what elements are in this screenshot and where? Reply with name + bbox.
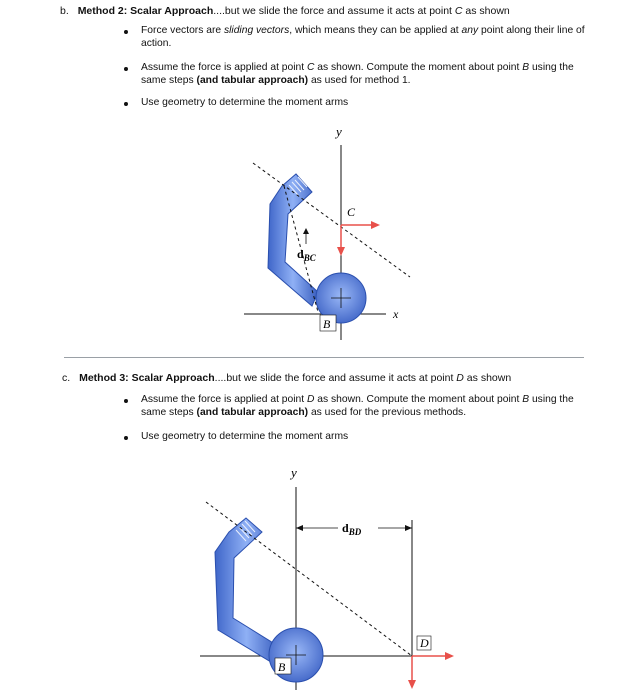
- moment-arm-label-dBC: $d_{BC}$: [297, 247, 316, 263]
- section-c-bullet-1: Assume the force is applied at point D as shown. Compute the moment about point B using the same steps (and tabular approach) as used for the previous methods.: [141, 394, 574, 418]
- section-b-letter: b.: [60, 5, 69, 17]
- force-arrows-D: [408, 652, 454, 689]
- section-c-title: Method 3: Scalar Approach: [79, 372, 215, 384]
- axis-label-y: y: [336, 124, 342, 139]
- section-b-desc: ....but we slide the force and assume it acts at point: [213, 5, 455, 17]
- axis-label-x: x: [393, 307, 399, 321]
- point-label-B-2: B: [278, 660, 286, 674]
- section-c-desc: ....but we slide the force and assume it acts at point: [214, 372, 457, 384]
- section-c-desc-end: as shown: [463, 372, 512, 384]
- section-b-title: Method 2: Scalar Approach: [77, 5, 214, 17]
- section-b-bullet-3: Use geometry to determine the moment arms: [141, 97, 349, 108]
- point-label-B: B: [323, 317, 331, 331]
- wrench-shape-2: [215, 518, 323, 682]
- point-label-D: D: [420, 636, 429, 650]
- moment-arm-label-dBD: $d_{BD}$: [342, 521, 362, 537]
- section-b-point: C: [454, 5, 463, 17]
- axis-label-y-2: y: [291, 465, 297, 480]
- section-c-point: D: [456, 372, 464, 384]
- section-b-bullet-1: Force vectors are sliding vectors, which means they can be applied at any point along their line of action.: [141, 25, 585, 49]
- section-c-bullet-2: Use geometry to determine the moment arms: [141, 431, 349, 442]
- point-label-C: C: [347, 205, 356, 219]
- section-b-desc-end: as shown: [462, 5, 510, 17]
- section-c-letter: c.: [62, 372, 71, 384]
- section-b-bullet-2: Assume the force is applied at point C as shown. Compute the moment about point B using the same steps (and tabular approach) as used for method 1.: [141, 62, 574, 86]
